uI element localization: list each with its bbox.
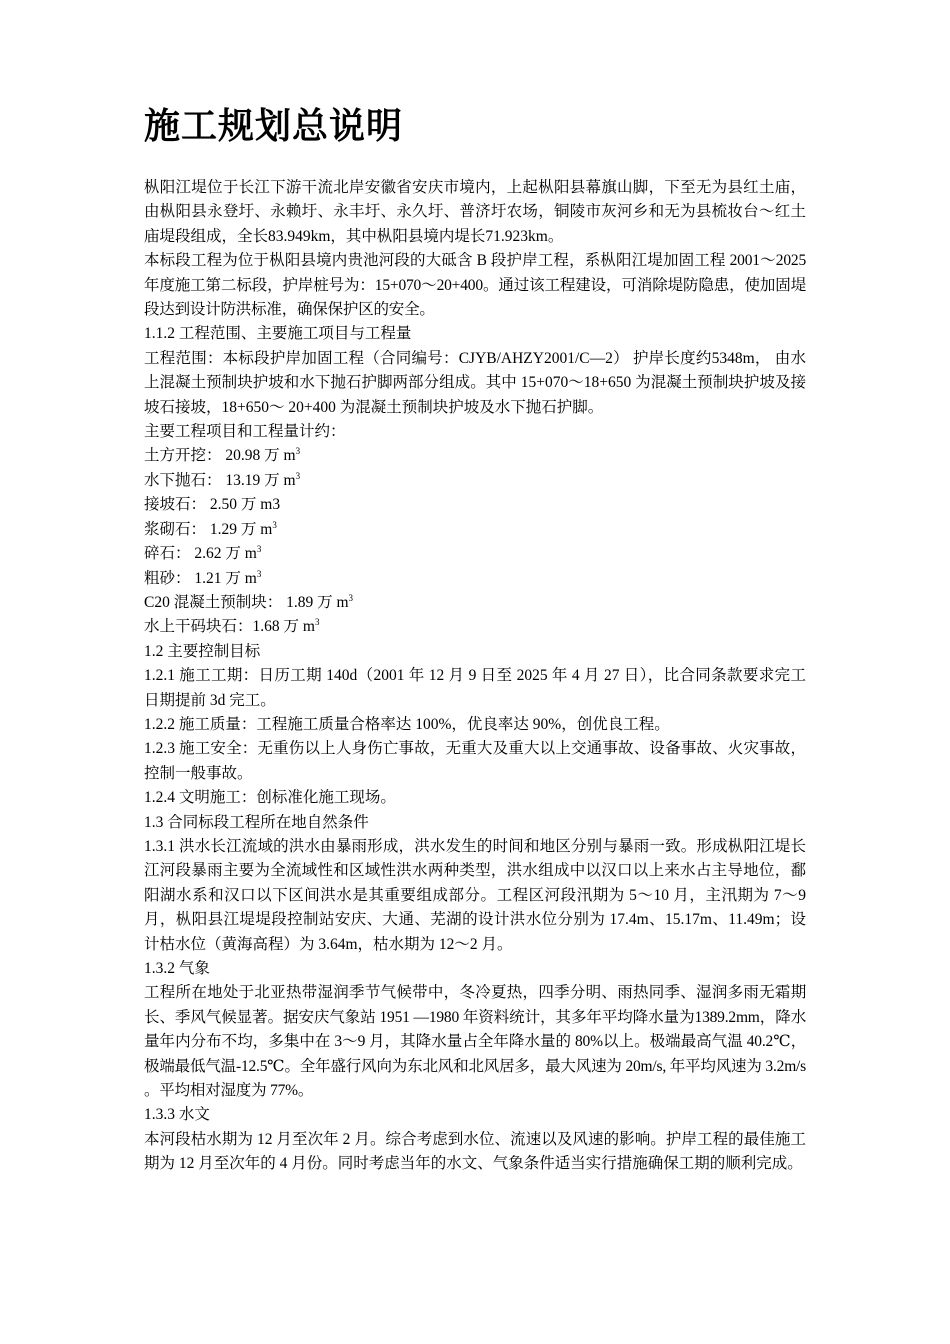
quantity-unit-sup: 3 (348, 592, 354, 603)
targets-heading: 1.2 主要控制目标 (144, 642, 261, 660)
overview-paragraph-1: 枞阳江堤位于长江下游干流北岸安徽省安庆市境内，上起枞阳县幕旗山脚，下至无为县红土庙，由枞阳县永登圩、永赖圩、永丰圩、永久圩、普济圩农场，铜陵市灰河乡和无为县梳妆台～红土庙堤段组成，全长83.949km，其中枞阳县境内堤长71.923km。 (144, 179, 806, 245)
quantity-unit-sup: 3 (314, 617, 320, 628)
quantity-item (144, 469, 806, 493)
quantity-value: 1.29 万 m (209, 520, 273, 538)
quantity-value: 1.68 万 m (252, 618, 315, 636)
quantity-name: 水上干码块石： (144, 618, 253, 636)
target-safety: 1.2.3 施工安全：无重伤以上人身伤亡事故，无重大及重大以上交通事故、设备事故、火灾事故，控制一般事故。 (144, 740, 806, 782)
conditions-heading: 1.3 合同标段工程所在地自然条件 (144, 813, 369, 831)
quantity-item (144, 518, 806, 542)
quantity-name: 水下抛石： (144, 471, 222, 489)
quantity-name: 土方开挖： (144, 447, 222, 465)
quantity-unit-sup: 3 (272, 519, 277, 530)
document-title: 施工规划总说明 (144, 106, 404, 147)
quantity-name: 接坡石： (144, 496, 207, 514)
document-body (144, 176, 806, 1177)
scope-paragraph: 工程范围：本标段护岸加固工程（合同编号：CJYB/AHZY2001/C—2） 护岸长度约5348m， 由水上混凝土预制块护坡和水下抛石护脚两部分组成。其中 15+070～18+650 为混凝土预制块护坡及接坡石接坡，18+650～ 20+400 为混凝土预制块护坡及水下抛石护脚。 (144, 349, 806, 416)
quantity-item (144, 444, 806, 468)
quantity-value: 20.98 万 m (225, 447, 296, 465)
target-civilized: 1.2.4 文明施工：创标准化施工现场。 (144, 789, 396, 807)
hydrology-heading: 1.3.3 水文 (144, 1106, 210, 1124)
quantity-name: 碎石： (144, 545, 191, 563)
hydrology-paragraph: 本河段枯水期为 12 月至次年 2 月。综合考虑到水位、流速以及风速的影响。护岸工程的最佳施工期为 12 月至次年的 4 月份。同时考虑当年的水文、气象条件适当实行措施确保工期的顺利完成。 (144, 1130, 806, 1173)
quantity-unit-sup: 3 (256, 544, 262, 555)
climate-heading: 1.3.2 气象 (144, 960, 210, 977)
quantity-value: 1.21 万 m (194, 569, 257, 587)
quantity-value: 13.19 万 m (225, 471, 296, 489)
flood-paragraph: 1.3.1 洪水长江流域的洪水由暴雨形成，洪水发生的时间和地区分别与暴雨一致。形成枞阳江堤长江河段暴雨主要为全流域性和区域性洪水两种类型，洪水组成中以汉口以上来水占主导地位，鄱阳湖水系和汉口以下区间洪水是其重要组成部分。工程区河段汛期为 5～10 月，主汛期为 7～9 月，枞阳县江堤堤段控制站安庆、大通、芜湖的设计洪水位分别为 17.4m、15.17m、11.49m；设计枯水位（黄海高程）为 3.64m，枯水期为 12～2 月。 (144, 837, 806, 953)
quantity-name: 浆砌石： (144, 520, 207, 538)
quantity-item (144, 493, 806, 517)
scope-heading: 1.1.2 工程范围、主要施工项目与工程量 (144, 325, 412, 343)
quantity-name: 粗砂： (144, 569, 191, 587)
quantity-value: 1.89 万 m (286, 593, 349, 611)
quantity-unit-sup: 3 (256, 568, 262, 579)
target-schedule: 1.2.1 施工工期：日历工期 140d（2001 年 12 月 9 日至 2025 年 4 月 27 日），比合同条款要求完工日期提前 3d 完工。 (144, 667, 806, 709)
quantity-item (144, 542, 806, 566)
quantity-item (144, 615, 806, 639)
quantities-intro: 主要工程项目和工程量计约： (144, 423, 346, 441)
quantity-value: 2.50 万 m3 (209, 496, 281, 514)
overview-paragraph-2: 本标段工程为位于枞阳县境内贵池河段的大砥含 B 段护岸工程，系枞阳江堤加固工程 2001～2025 年度施工第二标段，护岸桩号为：15+070～20+400。通过该工程建设，可消除堤防隐患，使加固堤段达到设计防洪标准，确保保护区的安全。 (144, 252, 806, 319)
quantity-item (144, 591, 806, 615)
target-quality: 1.2.2 施工质量：工程施工质量合格率达 100%，优良率达 90%，创优良工程。 (144, 715, 670, 733)
quantity-item (144, 567, 806, 591)
quantity-unit-sup: 3 (295, 446, 301, 457)
quantity-name: C20 混凝土预制块： (144, 593, 283, 611)
quantity-value: 2.62 万 m (194, 545, 257, 563)
climate-paragraph: 工程所在地处于北亚热带湿润季节气候带中，冬冷夏热，四季分明、雨热同季、湿润多雨无霜期长、季风气候显著。据安庆气象站 1951 —1980 年资料统计，其多年平均降水量为1389.2mm，降水量年内分布不均，多集中在 3～9 月，其降水量占全年降水量的 80%以上。极端最高气温 40.2℃， 极端最低气温-12.5℃。全年盛行风向为东北风和北风居多，最大风速为 20m/s, 年平均风速为 3.2m/s 。平均相对湿度为 77%。 (144, 984, 806, 1100)
quantity-unit-sup: 3 (295, 470, 301, 481)
